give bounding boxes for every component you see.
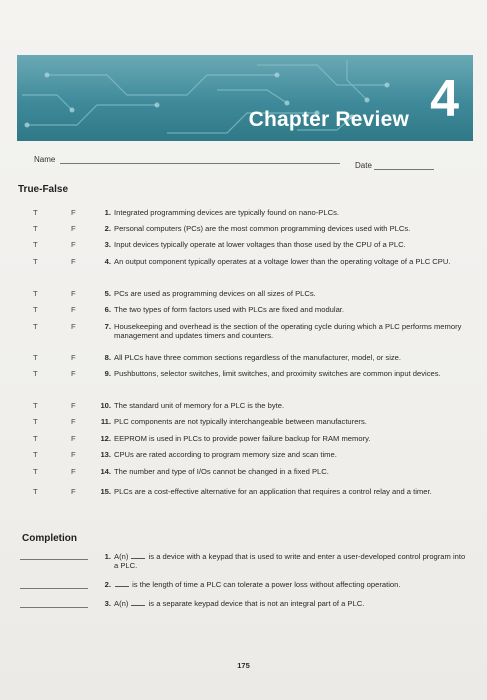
item-statement: Integrated programming devices are typically found on nano-PLCs. — [114, 208, 339, 217]
item-statement: PCs are used as programming devices on all sizes of PLCs. — [114, 289, 316, 298]
inline-blank — [115, 586, 129, 587]
item-statement: The number and type of I/Os cannot be changed in a fixed PLC. — [114, 467, 329, 476]
item-number: 2. — [104, 224, 111, 233]
item-statement — [114, 580, 469, 589]
true-option[interactable]: T — [33, 450, 38, 459]
true-option[interactable]: T — [33, 289, 38, 298]
item-number: 3. — [104, 240, 111, 249]
false-option[interactable]: F — [71, 240, 76, 249]
true-option[interactable]: T — [33, 224, 38, 233]
false-option[interactable]: F — [71, 208, 76, 217]
item-statement: Personal computers (PCs) are the most common programming devices used with PLCs. — [114, 224, 411, 233]
item-number: 2. — [104, 580, 111, 589]
false-option[interactable]: F — [71, 467, 76, 476]
true-option[interactable]: T — [33, 434, 38, 443]
item-number: 10. — [100, 401, 111, 410]
chapter-number: 4 — [430, 70, 459, 128]
true-option[interactable]: T — [33, 467, 38, 476]
true-option[interactable]: T — [33, 240, 38, 249]
item-statement: PLCs are a cost-effective alternative for an application that requires a control relay and a timer. — [114, 487, 432, 496]
false-option[interactable]: F — [71, 369, 76, 378]
false-option[interactable]: F — [71, 305, 76, 314]
false-option[interactable]: F — [71, 257, 76, 266]
false-option[interactable]: F — [71, 487, 76, 496]
true-option[interactable]: T — [33, 487, 38, 496]
item-number: 15. — [100, 487, 111, 496]
chapter-title: Chapter Review — [248, 108, 409, 131]
statement-suffix: is a device with a keypad that is used to write and enter a user-developed control program into a PLC. — [114, 552, 466, 570]
answer-blank[interactable] — [20, 588, 88, 589]
false-option[interactable]: F — [71, 417, 76, 426]
item-number: 1. — [104, 552, 111, 561]
completion-title: Completion — [22, 533, 77, 544]
statement-suffix: is the length of time a PLC can tolerate a power loss without affecting operation. — [132, 580, 401, 589]
false-option[interactable]: F — [71, 401, 76, 410]
false-option[interactable]: F — [71, 450, 76, 459]
item-statement: CPUs are rated according to program memory size and scan time. — [114, 450, 337, 459]
item-statement: EEPROM is used in PLCs to provide power failure backup for RAM memory. — [114, 434, 371, 443]
item-number: 9. — [104, 369, 111, 378]
item-number: 6. — [104, 305, 111, 314]
true-option[interactable]: T — [33, 369, 38, 378]
item-number: 11. — [100, 417, 111, 426]
item-statement: Pushbuttons, selector switches, limit switches, and proximity switches are common input devices. — [114, 369, 441, 378]
item-statement: The two types of form factors used with PLCs are fixed and modular. — [114, 305, 345, 314]
true-option[interactable]: T — [33, 353, 38, 362]
statement-prefix: A(n) — [114, 599, 129, 608]
true-option[interactable]: T — [33, 208, 38, 217]
item-statement: Input devices typically operate at lower voltages than those used by the CPU of a PLC. — [114, 240, 406, 249]
name-label: Name — [34, 155, 56, 164]
item-number: 1. — [104, 208, 111, 217]
item-number: 13. — [100, 450, 111, 459]
answer-blank[interactable] — [20, 607, 88, 608]
item-number: 14. — [100, 467, 111, 476]
item-statement: The standard unit of memory for a PLC is the byte. — [114, 401, 285, 410]
item-statement — [114, 552, 469, 570]
item-number: 8. — [104, 353, 111, 362]
item-statement: All PLCs have three common sections regardless of the manufacturer, model, or size. — [114, 353, 402, 362]
item-number: 4. — [104, 257, 111, 266]
true-option[interactable]: T — [33, 257, 38, 266]
item-number: 7. — [104, 322, 111, 331]
chapter-banner — [17, 55, 473, 141]
false-option[interactable]: F — [71, 224, 76, 233]
item-number: 12. — [100, 434, 111, 443]
statement-prefix: A(n) — [114, 552, 129, 561]
statement-suffix: is a separate keypad device that is not an integral part of a PLC. — [148, 599, 365, 608]
true-option[interactable]: T — [33, 417, 38, 426]
false-option[interactable]: F — [71, 434, 76, 443]
answer-blank[interactable] — [20, 559, 88, 560]
inline-blank — [131, 558, 145, 559]
true-false-title: True-False — [18, 184, 69, 195]
item-statement: PLC components are not typically interchangeable between manufacturers. — [114, 417, 367, 426]
false-option[interactable]: F — [71, 353, 76, 362]
item-statement: An output component typically operates at a voltage lower than the operating voltage of a PLC CPU. — [114, 257, 451, 266]
item-statement — [114, 599, 469, 608]
page-number: 175 — [237, 661, 250, 670]
name-field[interactable] — [60, 163, 340, 164]
item-statement: Housekeeping and overhead is the section of the operating cycle during which a PLC performs memory management and updates timers and counters. — [114, 322, 462, 340]
date-field[interactable] — [374, 169, 434, 170]
false-option[interactable]: F — [71, 322, 76, 331]
true-option[interactable]: T — [33, 305, 38, 314]
false-option[interactable]: F — [71, 289, 76, 298]
true-option[interactable]: T — [33, 401, 38, 410]
item-number: 3. — [104, 599, 111, 608]
true-option[interactable]: T — [33, 322, 38, 331]
date-label: Date — [355, 161, 372, 170]
item-number: 5. — [104, 289, 111, 298]
inline-blank — [131, 605, 145, 606]
